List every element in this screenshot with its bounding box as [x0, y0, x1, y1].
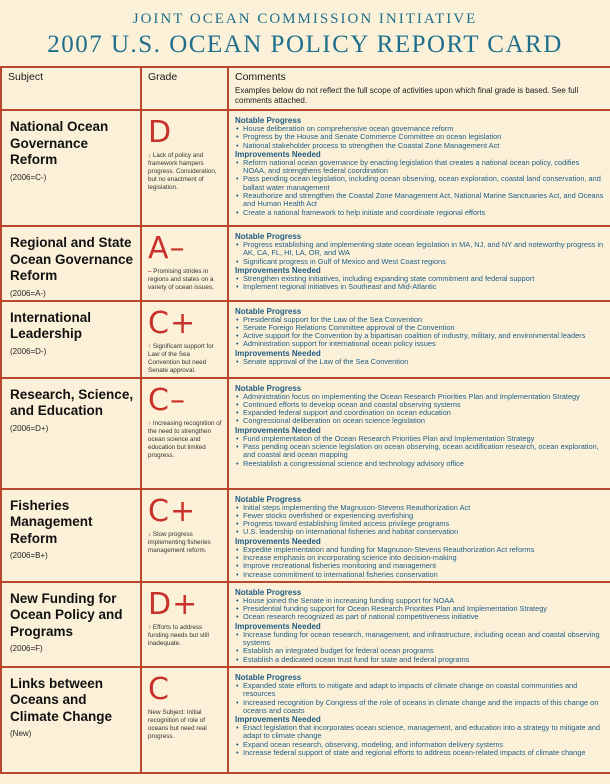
previous-grade: (2006=F): [10, 644, 43, 654]
comments-cell: [228, 582, 610, 667]
improvement-item: • Reestablish a congressional science and technology advisory office: [235, 460, 604, 468]
improvement-item: • Fund implementation of the Ocean Research Priorities Plan and Implementation Strategy: [235, 435, 604, 443]
improvements-needed-heading: Improvements Needed: [235, 149, 321, 159]
grade-note-text: Increasing recognition of the need to strengthen ocean science and education but limited progress.: [148, 419, 222, 459]
notable-progress-item: • Progress by the House and Senate Commerce Committee on ocean legislation: [235, 133, 604, 141]
grade-letter: C+: [148, 493, 197, 529]
improvement-item: • Increase emphasis on incorporating science into decision-making: [235, 554, 604, 562]
notable-progress-list: [235, 504, 604, 537]
notable-progress-item: • Administration support for international ocean policy issues: [235, 340, 604, 348]
grade-note-text: New Subject: Initial recognition of role of oceans but need real progress.: [148, 708, 207, 740]
subject-cell: [1, 667, 141, 773]
previous-grade: (2006=A-): [10, 288, 46, 298]
trend-arrow-icon: ↑: [148, 342, 152, 350]
table-row: [1, 489, 610, 582]
improvement-item: • Expedite implementation and funding for Magnuson-Stevens Reauthorization Act reforms: [235, 546, 604, 554]
notable-progress-item: • Continued efforts to develop ocean and coastal observing systems: [235, 401, 604, 409]
grade-letter: D: [148, 115, 173, 150]
table-row: [1, 110, 610, 226]
grade-cell: [141, 226, 228, 301]
trend-arrow-icon: ↑: [148, 419, 152, 427]
trend-arrow-icon: –: [148, 268, 152, 275]
table-row: [1, 226, 610, 301]
notable-progress-item: • Fewer stocks overfished or experiencing overfishing: [235, 512, 604, 520]
grade-note-text: Slow progress implementing fisheries management reform.: [148, 530, 211, 554]
notable-progress-heading: Notable Progress: [235, 116, 302, 125]
grade-note: [148, 152, 223, 192]
table-row: [1, 301, 610, 378]
notable-progress-item: • Administration focus on implementing the Ocean Research Priorities Plan and Implementation Strategy: [235, 393, 604, 401]
grade-note-text: Efforts to address funding needs but still inadequate.: [148, 623, 209, 647]
comments-cell: [228, 667, 610, 773]
grade-cell: [141, 301, 228, 378]
improvements-needed-list: [235, 358, 604, 366]
notable-progress-heading: Notable Progress: [235, 587, 302, 597]
grade-note: [148, 531, 223, 555]
improvement-item: • Senate approval of the Law of the Sea Convention: [235, 358, 604, 366]
previous-grade: (2006=C-): [10, 172, 47, 182]
trend-arrow-icon: ↑: [148, 623, 152, 631]
grade-note-text: Promising strides in regions and states on a variety of ocean issues.: [148, 268, 214, 291]
improvements-needed-heading: Improvements Needed: [235, 265, 321, 275]
grade-note: [148, 709, 223, 741]
improvements-needed-heading: Improvements Needed: [235, 621, 321, 631]
subject-cell: [1, 582, 141, 667]
trend-arrow-icon: ↓: [148, 152, 152, 159]
notable-progress-item: • Presidential support for the Law of the Sea Convention: [235, 316, 604, 324]
grade-cell: [141, 489, 228, 582]
notable-progress-item: • Ocean research recognized as part of national competitiveness initiative: [235, 613, 604, 621]
improvement-item: • Implement regional initiatives in Southeast and Mid-Atlantic: [235, 283, 604, 291]
improvement-item: • Establish an integrated budget for federal ocean programs: [235, 647, 604, 655]
improvement-item: • Pass pending ocean science legislation on ocean observing, ocean acidification research, ocean exploration, and coastal and ocean mapping: [235, 443, 604, 460]
notable-progress-list: [235, 682, 604, 715]
grade-letter: C+: [148, 305, 197, 341]
grade-note: [148, 343, 223, 375]
table-row: [1, 582, 610, 667]
previous-grade: (2006=D+): [10, 423, 49, 433]
improvements-needed-list: [235, 724, 604, 757]
notable-progress-item: • Congressional deliberation on ocean science legislation: [235, 417, 604, 425]
table-row: [1, 667, 610, 773]
comments-header-note: Examples below do not reflect the full scope of activities upon which final grade is based. See full comments attached.: [235, 86, 579, 105]
previous-grade: (2006=D-): [10, 346, 47, 356]
subject-cell: [1, 110, 141, 226]
grade-note: [148, 268, 223, 292]
improvements-needed-heading: Improvements Needed: [235, 425, 321, 435]
grade-note: [148, 420, 223, 460]
improvement-item: • Strengthen existing initiatives, including expanding state commitment and federal support: [235, 275, 604, 283]
subject-name: Links between Oceans and Climate Change: [10, 675, 113, 724]
improvement-item: • Increase funding for ocean research, management, and infrastructure, including ocean and coastal observing systems: [235, 631, 604, 648]
grade-cell: [141, 378, 228, 489]
page-title: 2007 U.S. OCEAN POLICY REPORT CARD: [47, 31, 563, 58]
previous-grade: (2006=B+): [10, 551, 48, 560]
grade-note-text: Lack of policy and framework hampers progress. Consideration, but no enactment of legislation.: [148, 152, 217, 191]
improvements-needed-list: [235, 631, 604, 664]
notable-progress-heading: Notable Progress: [235, 232, 302, 241]
improvement-item: • Establish a dedicated ocean trust fund for state and federal programs: [235, 656, 604, 664]
improvement-item: • Reauthorize and strengthen the Coastal Zone Management Act, National Marine Sanctuaries Act, and Oceans and Human Health Act: [235, 192, 604, 209]
notable-progress-item: • Active support for the Convention by a bipartisan coalition of industry, military, and environmental leaders: [235, 332, 604, 340]
notable-progress-heading: Notable Progress: [235, 383, 302, 393]
grade-letter: D+: [148, 586, 199, 622]
improvement-item: • Improve recreational fisheries monitoring and management: [235, 562, 604, 570]
notable-progress-item: • House joined the Senate in increasing funding support for NOAA: [235, 597, 604, 605]
grade-cell: [141, 582, 228, 667]
notable-progress-list: [235, 393, 604, 426]
subject-cell: [1, 301, 141, 378]
improvement-item: • Expand ocean research, observing, modeling, and information delivery systems: [235, 741, 604, 749]
notable-progress-item: • Expanded federal support and coordination on ocean education: [235, 409, 604, 417]
notable-progress-list: [235, 597, 604, 622]
trend-arrow-icon: ↓: [148, 530, 152, 538]
notable-progress-list: [235, 125, 604, 150]
improvements-needed-list: [235, 435, 604, 468]
previous-grade: (New): [10, 729, 32, 739]
subject-name: Fisheries Management Reform: [10, 497, 93, 546]
table-header-row: [1, 67, 610, 110]
grade-note-text: Significant support for Law of the Sea Convention but need Senate approval.: [148, 342, 214, 374]
improvements-needed-heading: Improvements Needed: [235, 715, 321, 725]
grade-cell: [141, 110, 228, 226]
improvement-item: • Enact legislation that incorporates ocean science, management, and education into a strategy to mitigate and adapt to climate change: [235, 724, 604, 741]
improvement-item: • Create a national framework to help initiate and coordinate regional efforts: [235, 209, 604, 217]
subject-name: New Funding for Ocean Policy and Programs: [10, 590, 123, 639]
table-row: [1, 378, 610, 489]
improvements-needed-list: [235, 159, 604, 217]
notable-progress-item: • Progress establishing and implementing state ocean legislation in MA, NJ, and NY and noteworthy progress in AK, CA, FL, HI, LA, OR, and WA: [235, 241, 604, 258]
notable-progress-heading: Notable Progress: [235, 306, 302, 316]
grade-letter: C–: [148, 382, 186, 418]
column-header-comments: [228, 67, 610, 110]
comments-cell: [228, 226, 610, 301]
report-card-table: [0, 66, 610, 774]
grade-note: [148, 624, 223, 648]
organization-name: JOINT OCEAN COMMISSION INITIATIVE: [132, 11, 478, 27]
report-card-rows: [1, 110, 610, 773]
subject-cell: [1, 226, 141, 301]
notable-progress-heading: Notable Progress: [235, 494, 302, 504]
column-header-grade: Grade: [141, 67, 228, 110]
notable-progress-item: • Initial steps implementing the Magnuson-Stevens Reauthorization Act: [235, 504, 604, 512]
improvement-item: • Reform national ocean governance by enacting legislation that creates a national ocean policy, codifies NOAA, and strengthens federal coordination: [235, 159, 604, 176]
comments-cell: [228, 378, 610, 489]
notable-progress-heading: Notable Progress: [235, 672, 302, 682]
column-header-subject: Subject: [1, 67, 141, 110]
comments-header-label: Comments: [235, 71, 286, 83]
subject-name: National Ocean Governance Reform: [10, 119, 109, 167]
grade-letter: A–: [148, 231, 186, 266]
notable-progress-item: • Senate Foreign Relations Committee approval of the Convention: [235, 324, 604, 332]
grade-cell: [141, 667, 228, 773]
notable-progress-item: • National stakeholder process to strengthen the Coastal Zone Management Act: [235, 142, 604, 150]
notable-progress-list: [235, 241, 604, 266]
grade-letter: C: [148, 671, 170, 707]
notable-progress-item: • Significant progress in Gulf of Mexico and West Coast regions: [235, 258, 604, 266]
notable-progress-item: • Increased recognition by Congress of the role of oceans in climate change and the impacts of this change on oceans and coasts: [235, 699, 604, 716]
comments-cell: [228, 489, 610, 582]
improvements-needed-list: [235, 275, 604, 292]
subject-cell: [1, 378, 141, 489]
improvement-item: • Pass pending ocean legislation, including ocean observing, ocean exploration, coastal land conservation, and ballast water management: [235, 175, 604, 192]
improvement-item: • Increase commitment to international fisheries conservation: [235, 571, 604, 579]
comments-cell: [228, 110, 610, 226]
improvement-item: • Increase federal support of state and regional efforts to address ocean-related impacts of climate change: [235, 749, 604, 757]
notable-progress-item: • U.S. leadership on international fisheries and habitat conservation: [235, 528, 604, 536]
page-header: [0, 0, 610, 66]
improvements-needed-list: [235, 546, 604, 579]
notable-progress-item: • House deliberation on comprehensive ocean governance reform: [235, 125, 604, 133]
notable-progress-item: • Expanded state efforts to mitigate and adapt to impacts of climate change on coastal communities and resources: [235, 682, 604, 699]
subject-cell: [1, 489, 141, 582]
subject-name: International Leadership: [10, 309, 92, 341]
notable-progress-list: [235, 316, 604, 349]
subject-name: Regional and State Ocean Governance Reform: [10, 235, 134, 283]
notable-progress-item: • Progress toward establishing limited access privilege programs: [235, 520, 604, 528]
notable-progress-item: • Presidential funding support for Ocean Research Priorities Plan and Implementation Strategy: [235, 605, 604, 613]
comments-cell: [228, 301, 610, 378]
subject-name: Research, Science, and Education: [10, 386, 134, 418]
improvements-needed-heading: Improvements Needed: [235, 348, 321, 358]
improvements-needed-heading: Improvements Needed: [235, 536, 321, 546]
